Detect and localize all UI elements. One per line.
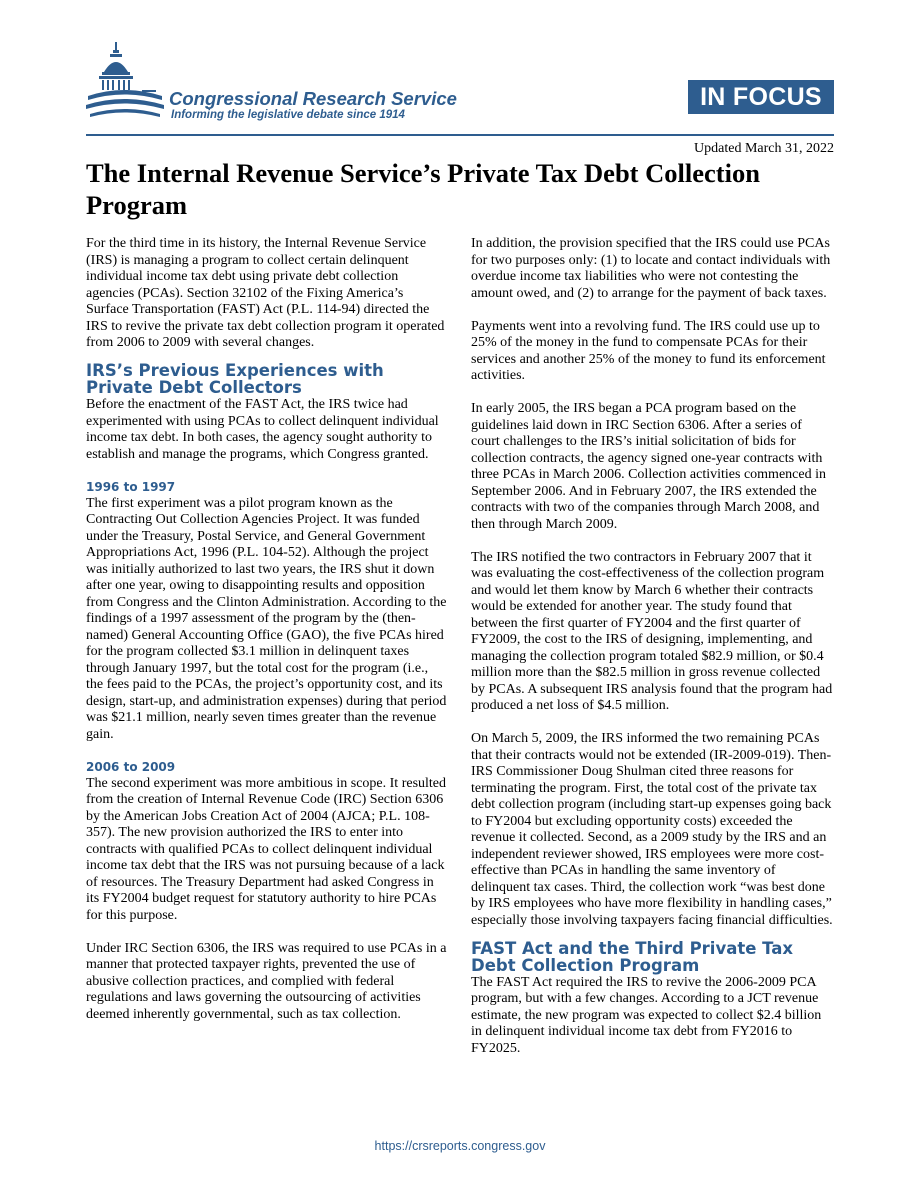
paragraph-1996: The first experiment was a pilot program known as the Contracting Out Collection Agencies Project. It was funded under the Treasury, Postal Service, and General Government Appropriations Act, 1996 (P.L. 104-52). Although the project was initially authorized to last two years, the IRS shut it down after one year, owing to disappointing results and opposition from Congress and the Clinton Administration. According to the findings of a 1997 assessment of the program by the (then-named) General Accounting Office (GAO), the five PCAs hired for the program collected $3.1 million in delinquent taxes through January 1997, but the total cost for the program (i.e., the fees paid to the PCAs, the project’s opportunity cost, and its design, start-up, and administration expenses) during that period was $21.1 million, nearly seven times greater than the revenue gain.: [86, 495, 447, 742]
paragraph-2005: In early 2005, the IRS began a PCA program based on the guidelines laid down in IRC Section 6306. After a series of court challenges to the IRS’s initial solicitation of bids for collection contracts, the agency signed one-year contracts with three PCAs in March 2006. Collection activities commenced in September 2006. And in February 2007, the IRS extended the contracts with two of the companies through March 2008, and then through March 2009.: [471, 401, 826, 532]
updated-date: Updated March 31, 2022: [694, 141, 834, 156]
paragraph-section-6306: Under IRC Section 6306, the IRS was required to use PCAs in a manner that protected taxpayer rights, prevented the use of abusive collection practices, and complied with federal regulations and laws governing the outsourcing of activities deemed inherently governmental, such as tax collection.: [86, 940, 447, 1022]
paragraph-payments: Payments went into a revolving fund. The IRS could use up to 25% of the money in the fund to compensate PCAs for their services and another 25% of the money to fund its enforcement activities.: [471, 318, 826, 383]
previous-paragraph: Before the enactment of the FAST Act, the IRS twice had experimented with using PCAs to collect delinquent individual income tax debt. In both cases, the agency sought authority to establish and manage the programs, which Congress granted.: [86, 397, 439, 462]
intro-paragraph: For the third time in its history, the Internal Revenue Service (IRS) is managing a program to collect certain delinquent individual income tax debt using private debt collection agencies (PCAs). Section 32102 of the Fixing America’s Surface Transportation (FAST) Act (P.L. 114-94) directed the IRS to revive the private tax debt collection program it operated from 2006 to 2009 with several changes.: [86, 236, 445, 350]
in-focus-badge: IN FOCUS: [688, 80, 834, 114]
subheading-1996: 1996 to 1997: [86, 479, 176, 494]
left-column: [86, 236, 448, 1023]
paragraph-addition: In addition, the provision specified that the IRS could use PCAs for two purposes only: (1) to locate and contact individuals with overdue income tax liabilities who were not contesting the amount owed, and (2) to arrange for the payment of back taxes.: [471, 236, 831, 301]
page-title: The Internal Revenue Service’s Private Tax Debt Collection Program: [86, 158, 760, 220]
footer-url[interactable]: https://crsreports.congress.gov: [374, 1139, 546, 1153]
org-name: Congressional Research Service: [169, 88, 457, 109]
capitol-dome-icon: [84, 38, 166, 134]
header-rule: [86, 134, 834, 136]
section-heading-previous: IRS’s Previous Experiences with Private Debt Collectors: [86, 361, 384, 397]
subheading-2006: 2006 to 2009: [86, 759, 176, 774]
paragraph-2006: The second experiment was more ambitious in scope. It resulted from the creation of Internal Revenue Code (IRC) Section 6306 by the American Jobs Creation Act of 2004 (AJCA; P.L. 108-357). The new provision authorized the IRS to enter into contracts with qualified PCAs to collect delinquent individual income tax debt that the IRS was not pursuing because of a lack of resources. The Treasury Department had asked Congress in its FY2004 budget request for statutory authority to hire PCAs for this purpose.: [86, 775, 447, 923]
org-tagline: Informing the legislative debate since 1914: [171, 109, 405, 121]
paragraph-notified: The IRS notified the two contractors in February 2007 that it was evaluating the cost-effectiveness of the collection program and would let them know by March 6 whether their contracts would be extended for another year. The study found that between the first quarter of FY2004 and the first quarter of FY2009, the cost to the IRS of designing, implementing, and managing the collection program totaled $82.9 million, or $0.4 million more than the $82.5 million in gross revenue collected by PCAs. A subsequent IRS analysis found that the program had produced a net loss of $4.5 million.: [471, 549, 833, 713]
right-column: [471, 236, 833, 1057]
section-heading-fast-act: FAST Act and the Third Private Tax Debt Collection Program: [471, 938, 794, 975]
paragraph-march-2009: On March 5, 2009, the IRS informed the two remaining PCAs that their contracts would not be extended (IR-2009-019). Then-IRS Commissioner Doug Shulman cited three reasons for terminating the program. First, the total cost of the private tax debt collection program (including start-up expenses going back to FY2004 but excluding opportunity costs) exceeded the revenue it collected. Second, as a 2009 study by the IRS and an independent reviewer showed, IRS employees were more cost-effective than PCAs in handling the same inventory of delinquent tax cases. Third, the collection work “was best done by IRS employees who have more flexibility in handling cases,” especially those involving taxpayers facing financial difficulties.: [471, 731, 833, 928]
paragraph-fast-act: The FAST Act required the IRS to revive the 2006-2009 PCA program, but with a few changes. According to a JCT revenue estimate, the new program was expected to collect $2.4 billion in delinquent individual income tax debt from FY2016 to FY2025.: [471, 974, 822, 1056]
